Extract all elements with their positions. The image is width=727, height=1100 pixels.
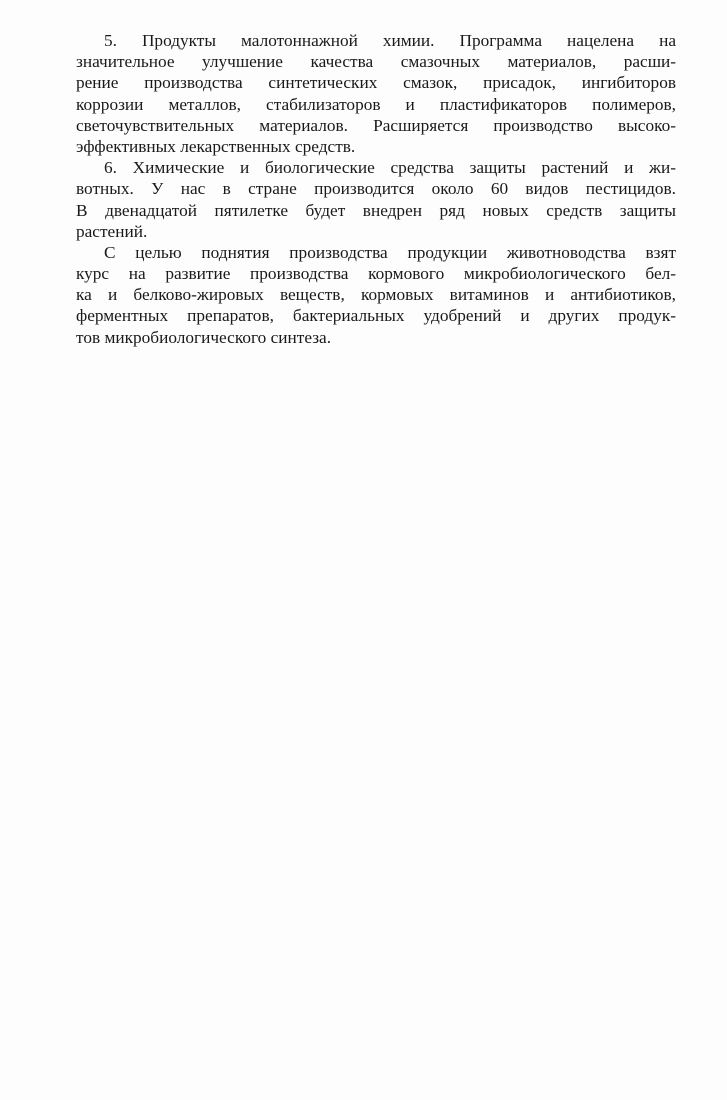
text-line: 5. Продукты малотоннажной химии. Программа нацелена на xyxy=(104,31,676,50)
text-line: тов микробиологического синтеза. xyxy=(76,327,332,347)
paragraph-plant-protection xyxy=(76,157,676,242)
text-line: рение производства синтетических смазок, присадок, ингибиторов xyxy=(76,73,676,93)
text-line: значительное улучшение качества смазочных материалов, расши- xyxy=(76,52,676,72)
text-line: С целью поднятия производства продукции животноводства взят xyxy=(104,242,676,262)
text-line: ферментных препаратов, бактериальных удобрений и других продук- xyxy=(76,306,676,326)
text-line: 6. Химические и биологические средства защиты растений и жи- xyxy=(104,158,676,178)
paragraph-low-tonnage-chemistry xyxy=(76,30,676,157)
paragraph-livestock-production xyxy=(76,242,676,348)
text-line: коррозии металлов, стабилизаторов и пластификаторов полимеров, xyxy=(76,94,676,114)
text-line: ка и белково-жировых веществ, кормовых витаминов и антибиотиков, xyxy=(76,285,676,305)
text-line: растений. xyxy=(76,221,148,241)
text-line: эффективных лекарственных средств. xyxy=(76,136,356,156)
body-text xyxy=(76,30,676,348)
text-line: светочувствительных материалов. Расширяется производство высоко- xyxy=(76,115,676,135)
text-line: В двенадцатой пятилетке будет внедрен ряд новых средств защиты xyxy=(76,200,676,220)
text-line: курс на развитие производства кормового микробиологического бел- xyxy=(76,264,676,284)
text-line: вотных. У нас в стране производится около 60 видов пестицидов. xyxy=(76,179,676,199)
